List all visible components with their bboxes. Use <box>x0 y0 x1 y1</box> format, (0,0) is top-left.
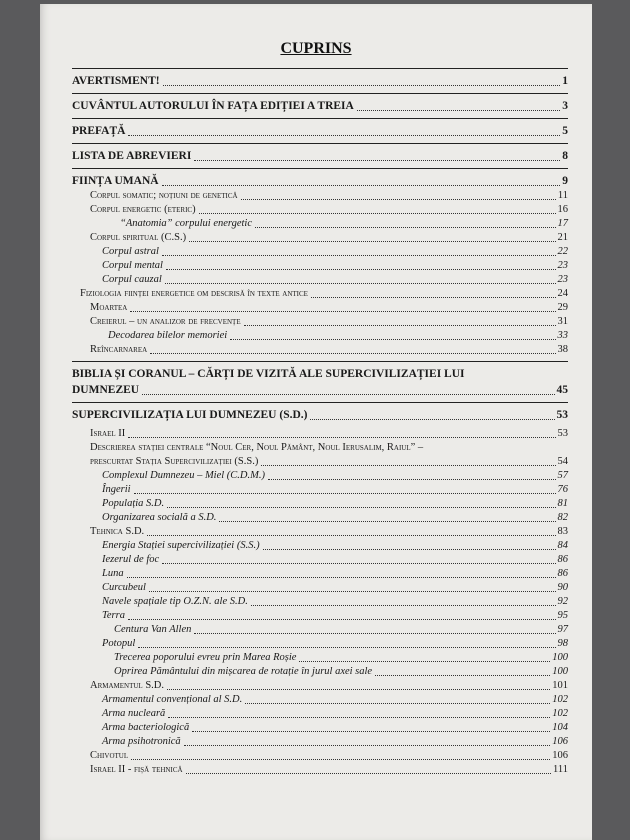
toc-entry: Populația S.D. 81 <box>102 498 568 509</box>
toc-entry: Tehnica S.D. 83 <box>90 526 568 537</box>
toc-entry: Oprirea Pământului din mișcarea de rotație în jurul axei sale 100 <box>114 666 568 677</box>
toc-entry: Potopul 98 <box>102 638 568 649</box>
divider <box>72 402 568 403</box>
toc-entry: Israel II 53 <box>90 428 568 439</box>
toc-entry: Armamentul convențional al S.D. 102 <box>102 694 568 705</box>
toc-entry: Fiziologia ființei energetice om descrisă în texte antice 24 <box>80 288 568 299</box>
toc-entry: Centura Van Allen 97 <box>114 624 568 635</box>
toc-entry: LISTA DE ABREVIERI 8 <box>72 150 568 162</box>
toc-entry: Îngerii 76 <box>102 484 568 495</box>
toc-entry: Organizarea socială a S.D. 82 <box>102 512 568 523</box>
toc-entry: Corpul astral 22 <box>102 246 568 257</box>
divider <box>72 118 568 119</box>
toc-entry: Moartea 29 <box>90 302 568 313</box>
toc-entry: Corpul energetic (eteric) 16 <box>90 204 568 215</box>
toc-entry: Iezerul de foc 86 <box>102 554 568 565</box>
toc-entry: Creierul – un analizor de frecvențe 31 <box>90 316 568 327</box>
toc-entry: Decodarea bilelor memoriei 33 <box>108 330 568 341</box>
toc-entry: Arma nucleară 102 <box>102 708 568 719</box>
toc-entry: FIINȚA UMANĂ 9 <box>72 175 568 187</box>
toc-entry: Chivotul 106 <box>90 750 568 761</box>
toc-entry: Corpul somatic; noțiuni de genetică 11 <box>90 190 568 201</box>
toc-entry: Navele spațiale tip O.Z.N. ale S.D. 92 <box>102 596 568 607</box>
toc-entry: BIBLIA ȘI CORANUL – CĂRȚI DE VIZITĂ ALE SUPERCIVILIZAȚIEI LUI DUMNEZEU 45 <box>72 368 568 396</box>
toc-entry: Corpul spiritual (C.S.) 21 <box>90 232 568 243</box>
book-page <box>40 4 592 840</box>
toc-entry: CUVÂNTUL AUTORULUI ÎN FAȚA EDIȚIEI A TREIA 3 <box>72 100 568 112</box>
toc-entry: Arma psihotronică 106 <box>102 736 568 747</box>
toc-entry: Energia Stației supercivilizației (S.S.) 84 <box>102 540 568 551</box>
toc-entry: Corpul mental 23 <box>102 260 568 271</box>
toc-entry: Armamentul S.D. 101 <box>90 680 568 691</box>
toc-entry: Terra 95 <box>102 610 568 621</box>
table-of-contents <box>72 64 568 777</box>
toc-entry: “Anatomia” corpului energetic 17 <box>120 218 568 229</box>
toc-entry: SUPERCIVILIZAȚIA LUI DUMNEZEU (S.D.) 53 <box>72 409 568 421</box>
page-title: CUPRINS <box>280 40 352 57</box>
toc-entry: Reîncarnarea 38 <box>90 344 568 355</box>
toc-entry: Corpul cauzal 23 <box>102 274 568 285</box>
toc-entry: Israel II - fișă tehnică 111 <box>90 764 568 775</box>
divider <box>72 68 568 69</box>
toc-entry: Curcubeul 90 <box>102 582 568 593</box>
toc-entry: Arma bacteriologică 104 <box>102 722 568 733</box>
toc-entry: Luna 86 <box>102 568 568 579</box>
divider <box>72 168 568 169</box>
toc-entry: AVERTISMENT! 1 <box>72 75 568 87</box>
divider <box>72 143 568 144</box>
toc-entry: Complexul Dumnezeu – Miel (C.D.M.) 57 <box>102 470 568 481</box>
divider <box>72 361 568 362</box>
toc-entry: Descrierea stației centrale “Noul Cer, Noul Pământ, Noul Ierusalim, Raiul” – prescurtat Stația Supercivilizației (S.S.) 54 <box>90 442 568 467</box>
divider <box>72 93 568 94</box>
toc-entry: Trecerea poporului evreu prin Marea Roșie 100 <box>114 652 568 663</box>
toc-entry: PREFAȚĂ 5 <box>72 125 568 137</box>
